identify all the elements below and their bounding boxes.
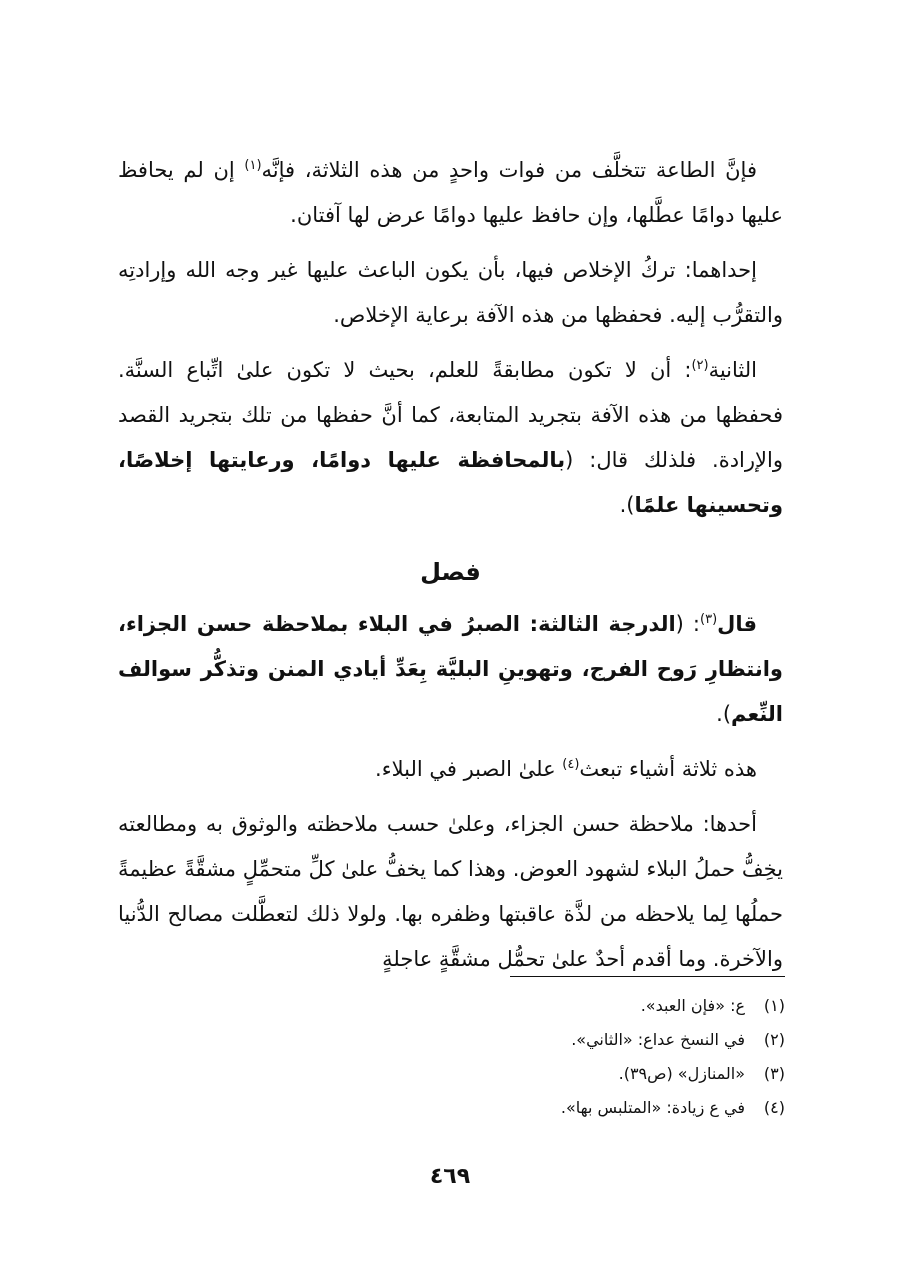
paragraph-3 [118, 348, 783, 528]
footnote-2-number: (٢) [763, 1030, 785, 1049]
footnote-ref-2[interactable]: (٢) [691, 358, 709, 373]
paragraph-5-text-1: هذه ثلاثة أشياء تبعث [579, 757, 757, 781]
footnote-1-text: ع: «فإن العبد». [640, 996, 745, 1015]
paragraph-2 [118, 248, 783, 338]
footnote-3-text: «المنازل» (ص٣٩). [618, 1064, 745, 1083]
page-number: ٤٦٩ [429, 1164, 471, 1189]
paragraph-6 [118, 802, 783, 982]
paragraph-4 [118, 602, 783, 737]
section-heading: فصل [420, 558, 481, 586]
paragraph-4-said: قال [717, 612, 757, 636]
footnote-ref-4[interactable]: (٤) [562, 757, 580, 772]
paragraph-5 [118, 747, 783, 792]
footnote-ref-3[interactable]: (٣) [700, 612, 718, 627]
footnote-3 [510, 1059, 785, 1089]
footnote-ref-1[interactable]: (١) [244, 158, 262, 173]
paragraph-3-quote: بالمحافظة عليها دوامًا، ورعايتها إخلاصًا، وتحسينها علمًا [118, 448, 783, 517]
footnote-4 [510, 1093, 785, 1123]
footnotes [510, 976, 785, 1127]
paragraph-6-text: أحدها: ملاحظة حسن الجزاء، وعلىٰ حسب ملاحظته والوثوق به ومطالعته يخِفُّ حملُ البلاء لشهود العوض. وهذا كما يخفُّ علىٰ كلِّ متحمِّلٍ مشقَّةً عظيمةً حملُها لِما يلاحظه من لذَّة عاقبتها وظفره بها. ولولا ذلك لتعطَّلت مصالح الدُّنيا والآخرة. وما أقدم أحدٌ علىٰ تحمُّل مشقَّةٍ عاجلةٍ [118, 812, 783, 971]
paragraph-1 [118, 148, 783, 238]
footnote-1-number: (١) [763, 996, 785, 1015]
paragraph-4-quote: الدرجة الثالثة: الصبرُ في البلاء بملاحظة حسن الجزاء، وانتظارِ رَوح الفرج، وتهوينِ البليَّة بِعَدِّ أيادي المنن وتذكُّر سوالف النِّعم [118, 612, 783, 726]
footnote-divider [510, 976, 785, 977]
paragraph-5-text-2: علىٰ الصبر في البلاء. [375, 757, 563, 781]
footnote-1 [510, 991, 785, 1021]
footnote-2-text: في النسخ عداع: «الثاني». [571, 1030, 745, 1049]
footnote-3-number: (٣) [763, 1064, 785, 1083]
main-text [118, 148, 783, 982]
paragraph-3-text-3: ). [619, 493, 635, 517]
paragraph-1-text-2: إن لم يحافظ عليها دوامًا عطَّلها، وإن حافظ عليها دوامًا عرض لها آفتان. [118, 158, 783, 227]
paragraph-3-text-2: : أن لا تكون مطابقةً للعلم، بحيث لا تكون علىٰ اتِّباع السنَّة. فحفظها من هذه الآفة بتجريد المتابعة، كما أنَّ حفظها من تلك بتجريد القصد والإرادة. فلذلك قال: ( [118, 358, 783, 472]
footnote-2 [510, 1025, 785, 1055]
paragraph-2-text: إحداهما: تركُ الإخلاص فيها، بأن يكون الباعث عليها غير وجه الله وإرادتِه والتقرُّب إليه. فحفظها من هذه الآفة برعاية الإخلاص. [118, 258, 783, 327]
footnote-4-text: في ع زيادة: «المتلبس بها». [560, 1098, 745, 1117]
paragraph-1-text-1: فإنَّ الطاعة تتخلَّف من فوات واحدٍ من هذه الثلاثة، فإنَّه [261, 158, 757, 182]
paragraph-4-text-2: ). [716, 702, 732, 726]
paragraph-4-text-1: : ( [675, 612, 700, 636]
paragraph-3-text-1: الثانية [708, 358, 757, 382]
footnote-4-number: (٤) [763, 1098, 785, 1117]
